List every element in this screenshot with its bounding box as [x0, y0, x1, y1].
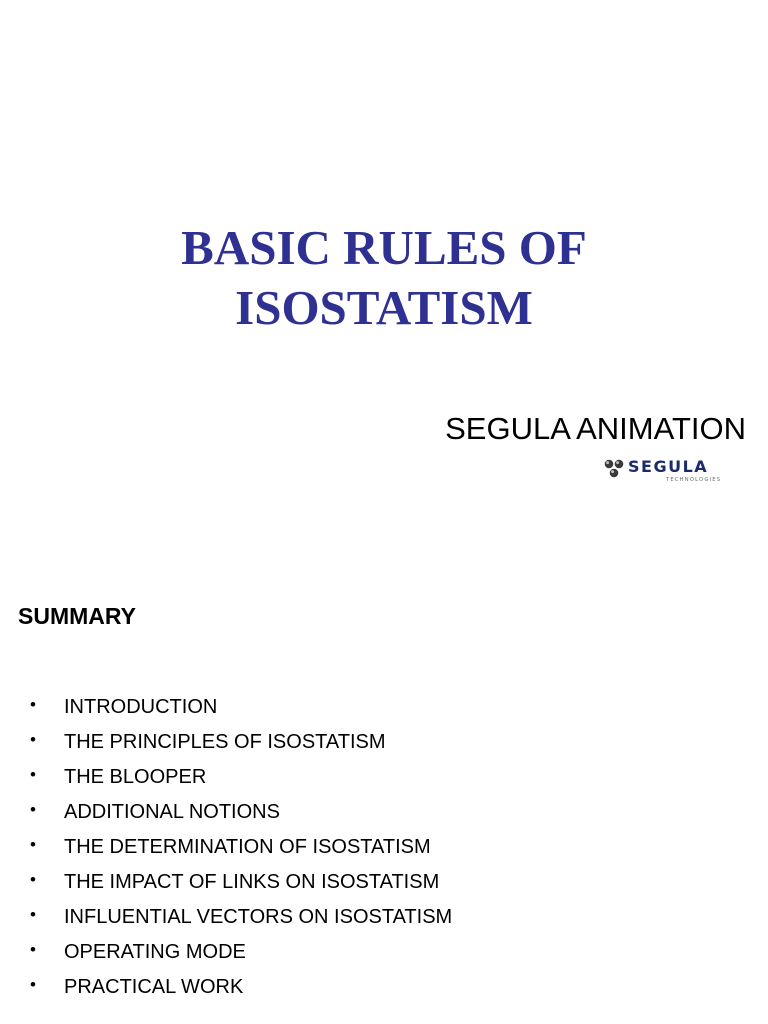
summary-list: [30, 690, 452, 1005]
slide-title-line-1: BASIC RULES OF: [181, 220, 587, 275]
segula-logo: [603, 455, 733, 485]
summary-item-label: THE BLOOPER: [64, 766, 207, 788]
bullet-icon: •: [30, 835, 36, 854]
bullet-icon: •: [30, 765, 36, 784]
segula-logo-tagline: TECHNOLOGIES: [666, 477, 722, 483]
summary-item-label: THE IMPACT OF LINKS ON ISOSTATISM: [64, 871, 440, 893]
slide-title: [0, 218, 768, 338]
bullet-icon: •: [30, 800, 36, 819]
summary-item: [30, 970, 452, 1005]
bullet-icon: •: [30, 975, 36, 994]
bullet-icon: •: [30, 870, 36, 889]
summary-item: [30, 690, 452, 725]
bullet-icon: •: [30, 905, 36, 924]
bullet-icon: •: [30, 940, 36, 959]
summary-item-label: ADDITIONAL NOTIONS: [64, 801, 280, 823]
bullet-icon: •: [30, 730, 36, 749]
segula-logo-mark-icon: [605, 460, 624, 478]
summary-item-label: THE DETERMINATION OF ISOSTATISM: [64, 836, 431, 858]
summary-heading: SUMMARY: [18, 603, 136, 629]
summary-item-label: PRACTICAL WORK: [64, 976, 244, 998]
summary-item: [30, 725, 452, 760]
slide-subtitle: SEGULA ANIMATION: [445, 411, 746, 446]
segula-logo-wordmark: SEGULA: [628, 457, 709, 476]
slide-title-line-2: ISOSTATISM: [235, 280, 533, 335]
summary-item-label: INFLUENTIAL VECTORS ON ISOSTATISM: [64, 906, 453, 928]
summary-item: [30, 900, 452, 935]
summary-item-label: THE PRINCIPLES OF ISOSTATISM: [64, 731, 386, 753]
summary-item: [30, 830, 452, 865]
summary-item: [30, 795, 452, 830]
summary-item-label: OPERATING MODE: [64, 941, 246, 963]
summary-item: [30, 935, 452, 970]
summary-item: [30, 760, 452, 795]
summary-item: [30, 865, 452, 900]
summary-item-label: INTRODUCTION: [64, 696, 218, 718]
bullet-icon: •: [30, 695, 36, 714]
